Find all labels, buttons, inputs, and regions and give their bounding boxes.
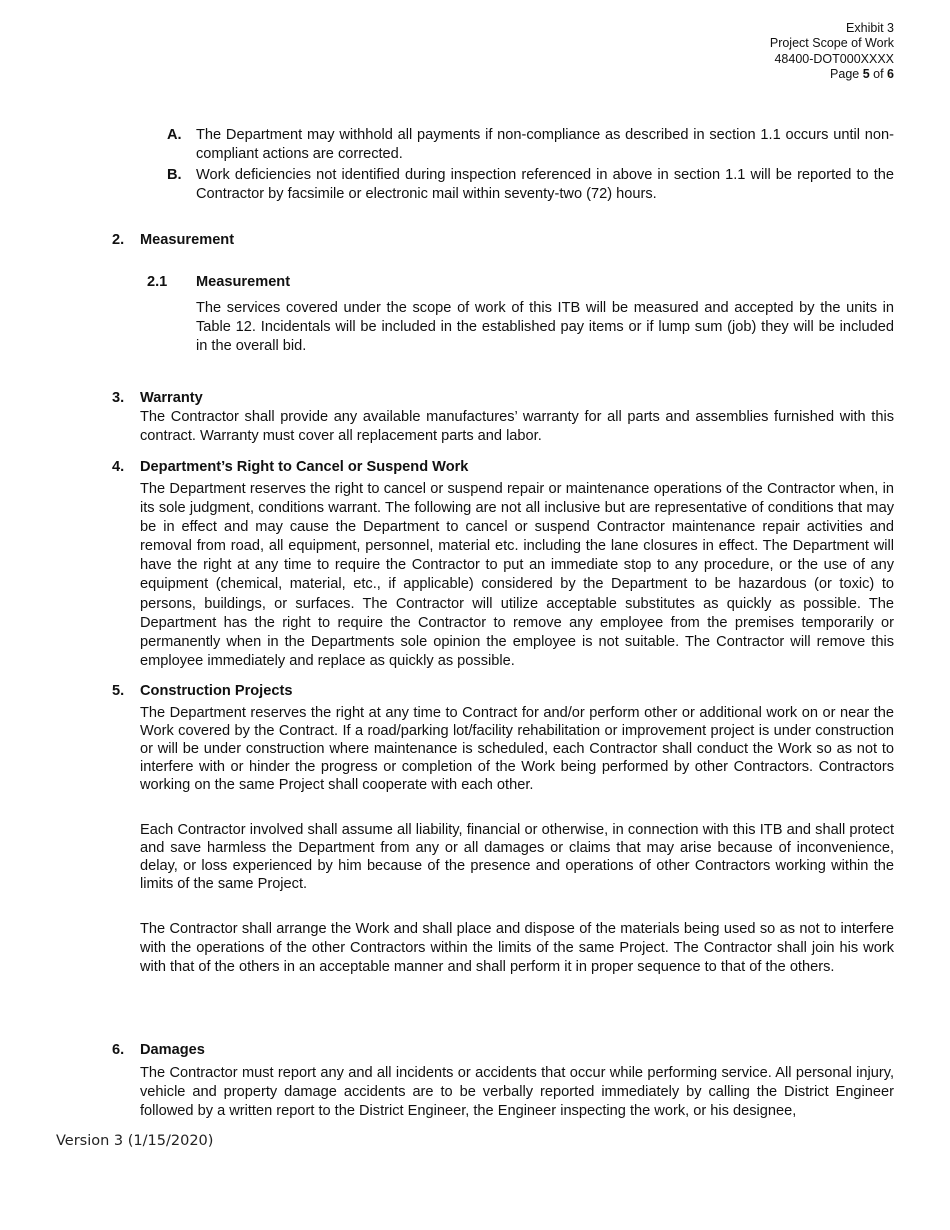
version-footer: Version 3 (1/15/2020) — [56, 1133, 214, 1149]
section-2-title: Measurement — [140, 232, 235, 248]
section-6-number: 6. — [112, 1042, 125, 1058]
section-4-title: Department’s Right to Cancel or Suspend Work — [140, 459, 469, 475]
section-3-number: 3. — [112, 390, 125, 406]
page-header — [770, 21, 894, 83]
section-5-paragraph-2: Each Contractor involved shall assume all liability, financial or otherwise, in connection with this ITB and shall protect and save harmless the Department from any or all damages or claims that may arise because of inconvenience, delay, or loss experienced by him because of the presence and operations of other Contractors working within the limits of the same Project. — [140, 822, 894, 892]
item-a-text: The Department may withhold all payments if non-compliance as described in section 1.1 occurs until non-compliant actions are corrected. — [196, 127, 894, 163]
exhibit-label: Exhibit 3 — [846, 21, 894, 35]
item-a-letter: A. — [167, 127, 182, 143]
contract-number: 48400-DOT000XXXX — [774, 51, 894, 66]
section-4-text: The Department reserves the right to cancel or suspend repair or maintenance operations of the Contractor when, in its sole judgment, conditions warrant. The following are not all inclusive but are representative of conditions that may be in effect and may cause the Department to cancel or suspend Contractor maintenance repair activities and removal from road, all equipment, personnel, material etc. including the lane closures in effect. The Department will have the right at any time to require the Contractor to put an immediate stop to any procedure, or the use of any equipment (chemical, material, etc., if applicable) considered by the Department to be hazardous (or toxic) to persons, buildings, or surfaces. The Contractor will utilize acceptable substitutes as quickly as possible. The Department has the right to require the Contractor to remove any employee from the premises temporarily or permanently when in the Departments sole opinion the employee is not suitable. The Contractor will remove this employee immediately and replace as quickly as possible. — [140, 481, 894, 669]
section-5-number: 5. — [112, 683, 125, 699]
document-title: Project Scope of Work — [769, 36, 894, 51]
section-2-1-text: The services covered under the scope of work of this ITB will be measured and accepted by the units in Table 12. Incidentals will be included in the established pay items or if lump sum (job) they will be included in the overall bid. — [196, 300, 894, 355]
section-5-paragraph-3: The Contractor shall arrange the Work and shall place and dispose of the materials being used so as not to interfere with the operations of the other Contractors within the limits of the same Project. The Contractor shall join his work with that of the others in an acceptable manner and shall perform it in proper sequence to that of the others. — [140, 921, 894, 976]
section-3-title: Warranty — [140, 390, 203, 406]
item-b-letter: B. — [167, 167, 182, 183]
section-2-number: 2. — [112, 232, 125, 248]
section-6-text: The Contractor must report any and all incidents or accidents that occur while performing service. All personal injury, vehicle and property damage accidents are to be verbally reported immediately by calling the District Engineer followed by a written report to the District Engineer, the Engineer inspecting the work, or his designee, — [140, 1065, 894, 1120]
section-5-paragraph-1: The Department reserves the right at any time to Contract for and/or perform other or additional work on or near the Work covered by the Contract. If a road/parking lot/facility rehabilitation or improvement project is under construction or will be under construction where maintenance is scheduled, each Contractor shall conduct the Work so as not to interfere with or hinder the progress or completion of the Work being performed by other Contractors. Contractors working on the same Project shall cooperate with each other. — [140, 705, 894, 793]
page-number: Page 5 of 6 — [830, 67, 894, 82]
item-b-text: Work deficiencies not identified during inspection referenced in above in section 1.1 will be reported to the Contractor by facsimile or electronic mail within seventy-two (72) hours. — [196, 167, 894, 203]
section-5-title: Construction Projects — [140, 683, 293, 699]
section-2-1-title: Measurement — [196, 274, 291, 290]
section-6-title: Damages — [140, 1042, 205, 1058]
section-2-1-number: 2.1 — [147, 274, 168, 290]
section-4-number: 4. — [112, 459, 125, 475]
section-3-text: The Contractor shall provide any available manufactures’ warranty for all parts and assemblies furnished with this contract. Warranty must cover all replacement parts and labor. — [140, 409, 894, 445]
